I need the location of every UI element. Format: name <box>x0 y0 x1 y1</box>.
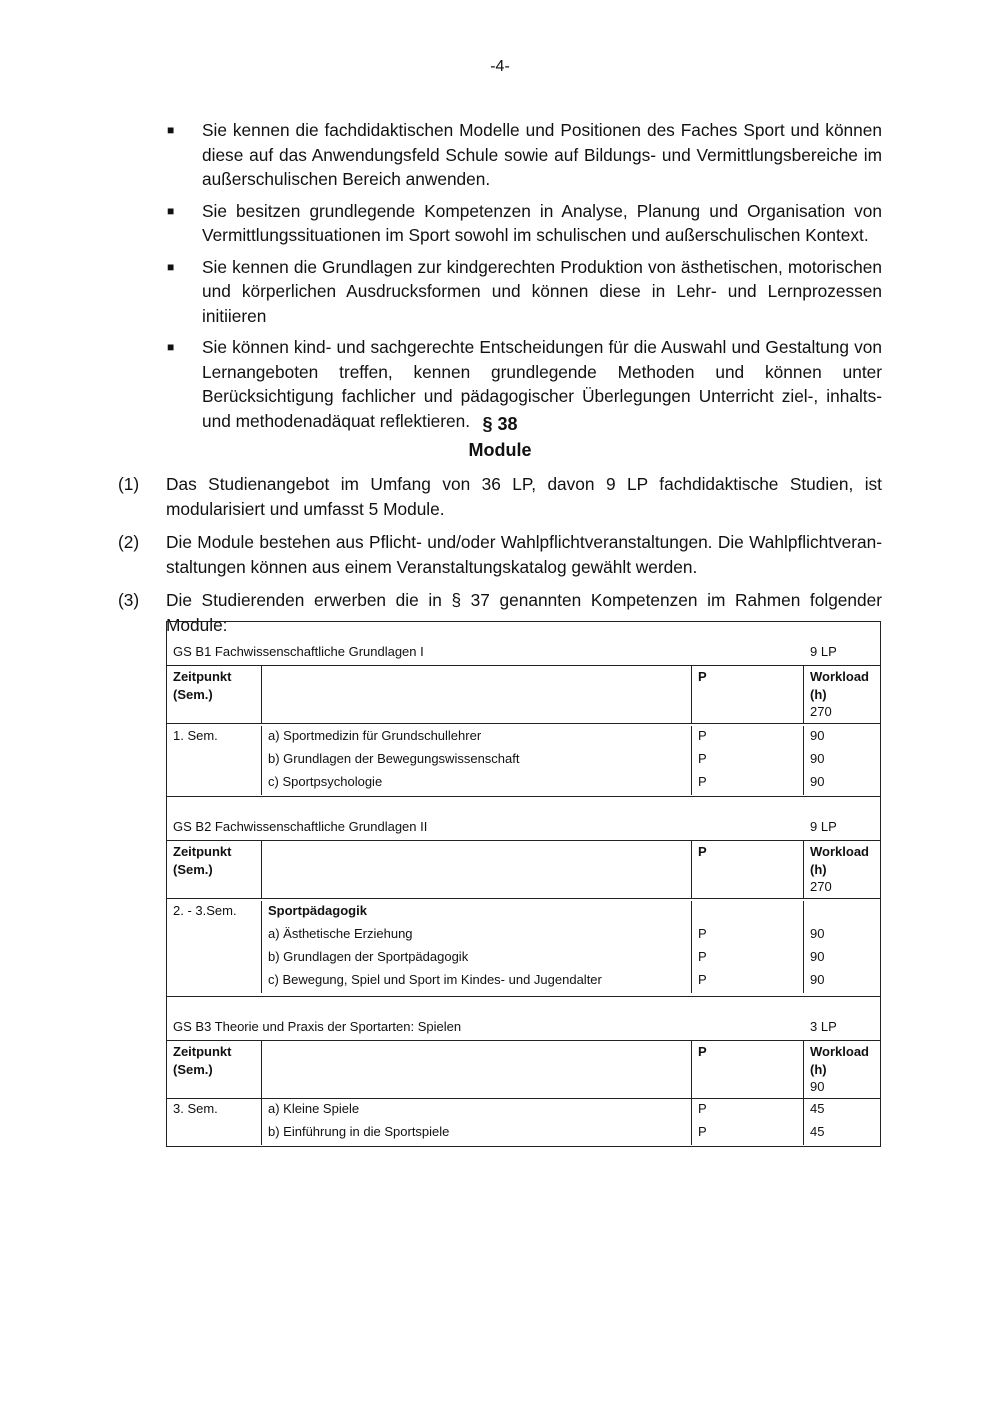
course-type: P <box>698 949 707 964</box>
module-credits: 9 LP <box>810 819 837 834</box>
square-bullet-icon: ■ <box>167 203 175 218</box>
semester-cell: 1. Sem. <box>173 728 218 743</box>
course-type: P <box>698 1101 707 1116</box>
module-column-header <box>167 1041 880 1099</box>
square-bullet-icon: ■ <box>167 340 175 354</box>
competence-text: Sie kennen die fachdidaktischen Modelle und Positionen des Faches Sport und können diese auf das Anwendungsfeld Schule sowie auf Bildungs- und Vermittlungsbereiche im außerschulischen Bereich anwenden. <box>202 120 882 189</box>
course-name: a) Ästhetische Erziehung <box>268 926 413 941</box>
semester-cell: 3. Sem. <box>173 1101 218 1116</box>
module-column-header <box>167 841 880 899</box>
course-header <box>262 666 692 723</box>
course-workload: 90 <box>810 972 825 987</box>
competence-list <box>166 118 882 440</box>
module-header <box>167 997 880 1041</box>
course-type: P <box>698 774 707 789</box>
course-type: P <box>698 751 707 766</box>
workload-header: Workload (h) 90 <box>804 1041 880 1098</box>
zeitpunkt-header: Zeitpunkt (Sem.) <box>167 1041 262 1098</box>
module-body <box>167 899 880 996</box>
module-column-header <box>167 666 880 724</box>
module-credits: 3 LP <box>810 1019 837 1034</box>
module-table <box>166 621 881 1147</box>
section-title: Module <box>468 440 532 460</box>
course-name: b) Grundlagen der Sportpädagogik <box>268 949 469 964</box>
module-title: GS B3 Theorie und Praxis der Sportarten: Spielen <box>173 1019 462 1034</box>
paragraph <box>118 530 882 579</box>
paragraph-text: Die Module bestehen aus Pflicht- und/oder Wahlpflichtveranstaltungen. Die Wahlpflichtveran-staltungen können aus einem Veranstaltungskatalog gewählt werden. <box>166 532 882 577</box>
module-body <box>167 1099 880 1146</box>
paragraph-text: Das Studienangebot im Umfang von 36 LP, davon 9 LP fachdidaktische Studien, ist modularisiert und umfasst 5 Module. <box>166 474 882 519</box>
course-name: a) Kleine Spiele <box>268 1101 360 1116</box>
course-workload: 90 <box>810 751 825 766</box>
competence-item <box>166 118 882 192</box>
course-name: a) Sportmedizin für Grundschullehrer <box>268 728 482 743</box>
paragraph-text: Die Studierenden erwerben die in § 37 genannten Kompetenzen im Rahmen folgender Module: <box>166 590 882 635</box>
page-number: -4- <box>490 58 510 75</box>
module-block <box>167 997 880 1146</box>
course-workload: 90 <box>810 949 825 964</box>
module-header <box>167 622 880 666</box>
module-block <box>167 797 880 997</box>
competence-item <box>166 199 882 248</box>
course-type: P <box>698 972 707 987</box>
course-group-title: Sportpädagogik <box>268 903 367 918</box>
paragraph-number: (1) <box>118 474 140 494</box>
p-header: P <box>692 666 804 723</box>
competence-text: Sie kennen die Grundlagen zur kindgerechten Produktion von ästhetischen, motorischen und körperlichen Ausdrucksformen und können diese in Lehr- und Lernprozessen initiieren <box>202 256 882 326</box>
course-workload: 45 <box>810 1124 825 1139</box>
paragraph-number: (3) <box>118 590 140 610</box>
section-number: § 38 <box>482 414 518 434</box>
course-header <box>262 1041 692 1098</box>
competence-text: Sie besitzen grundlegende Kompetenzen in Analyse, Planung und Organisation von Vermittlungssituationen im Sport sowohl im schulischen und außerschulischen Kontext. <box>202 200 882 245</box>
competence-item <box>166 255 882 329</box>
module-title: GS B2 Fachwissenschaftliche Grundlagen II <box>173 819 428 834</box>
course-type: P <box>698 1124 707 1139</box>
module-block <box>167 622 880 797</box>
total-workload: 90 <box>810 1079 825 1094</box>
course-name: c) Sportpsychologie <box>268 774 383 789</box>
semester-cell: 2. - 3.Sem. <box>173 903 237 918</box>
p-header: P <box>692 841 804 898</box>
course-header <box>262 841 692 898</box>
module-header <box>167 797 880 841</box>
course-name: c) Bewegung, Spiel und Sport im Kindes- und Jugendalter <box>268 972 602 987</box>
course-workload: 90 <box>810 728 825 743</box>
zeitpunkt-header: Zeitpunkt (Sem.) <box>167 666 262 723</box>
p-header: P <box>692 1041 804 1098</box>
paragraph <box>118 472 882 521</box>
course-workload: 90 <box>810 926 825 941</box>
total-workload: 270 <box>810 704 832 719</box>
course-workload: 45 <box>810 1101 825 1116</box>
module-title: GS B1 Fachwissenschaftliche Grundlagen I <box>173 644 424 659</box>
paragraph-number: (2) <box>118 532 140 552</box>
course-name: b) Grundlagen der Bewegungswissenschaft <box>268 751 520 766</box>
square-bullet-icon: ■ <box>167 259 175 274</box>
competence-text: Sie können kind- und sachgerechte Entscheidungen für die Auswahl und Gestaltung von Lernangeboten treffen, kennen grundlegende Methoden und können unter Berücksichtigung fachlicher und pädagogischer Überlegungen Unterricht ziel-, inhalts- und methodenadäquat reflektieren. <box>202 337 882 431</box>
course-workload: 90 <box>810 774 825 789</box>
total-workload: 270 <box>810 879 832 894</box>
workload-header: Workload (h) 270 <box>804 841 880 898</box>
course-type: P <box>698 728 707 743</box>
module-credits: 9 LP <box>810 644 837 659</box>
course-name: b) Einführung in die Sportspiele <box>268 1124 450 1139</box>
zeitpunkt-header: Zeitpunkt (Sem.) <box>167 841 262 898</box>
module-body <box>167 724 880 796</box>
workload-header: Workload (h) 270 <box>804 666 880 723</box>
course-type: P <box>698 926 707 941</box>
square-bullet-icon: ■ <box>167 123 175 137</box>
paragraph-list <box>118 472 882 646</box>
